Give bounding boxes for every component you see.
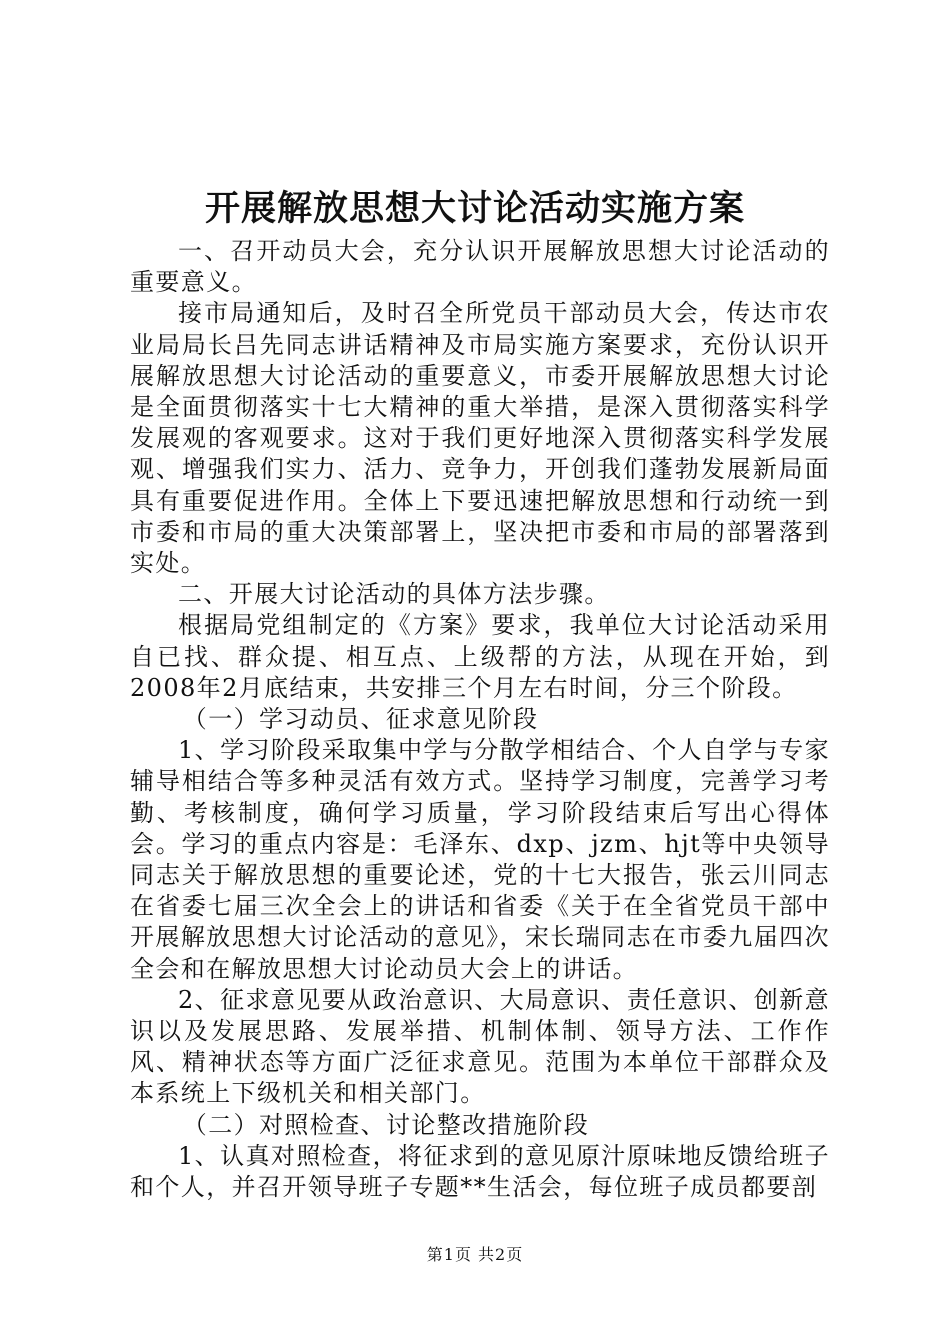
subsection-heading-2: （二）对照检查、讨论整改措施阶段 xyxy=(182,1110,590,1139)
paragraph-review: 1、认真对照检查，将征求到的意见原汁原味地反馈给班子和个人，并召开领导班子专题**生活会，每位班子成员都要剖 xyxy=(130,1141,830,1202)
section-heading-1: 一、召开动员大会，充分认识开展解放思想大讨论活动的重要意义。 xyxy=(130,237,830,297)
section-heading-2: 二、开展大讨论活动的具体方法步骤。 xyxy=(178,580,610,609)
paragraph-opinions: 2、征求意见要从政治意识、大局意识、责任意识、创新意识以及发展思路、发展举措、机制体制、领导方法、工作作风、精神状态等方面广泛征求意见。范围为本单位干部群众及本系统上下级机关和相关部门。 xyxy=(130,985,830,1108)
paragraph-method: 根据局党组制定的《方案》要求，我单位大讨论活动采用自已找、群众提、相互点、上级帮的方法，从现在开始，到2008年2月底结束，共安排三个月左右时间，分三个阶段。 xyxy=(130,611,830,702)
page-number-footer: 第1页 共2页 xyxy=(426,1245,524,1264)
document-body xyxy=(130,236,830,1203)
paragraph-study: 1、学习阶段采取集中学与分散学相结合、个人自学与专家辅导相结合等多种灵活有效方式。坚持学习制度，完善学习考勤、考核制度，确何学习质量，学习阶段结束后写出心得体会。学习的重点内容是：毛泽东、dxp、jzm、hjt等中央领导同志关于解放思想的重要论述，党的十七大报告，张云川同志在省委七届三次全会上的讲话和省委《关于在全省党员干部中开展解放思想大讨论活动的意见》，宋长瑞同志在市委九届四次全会和在解放思想大讨论动员大会上的讲话。 xyxy=(130,736,830,983)
document-title: 开展解放思想大讨论活动实施方案 xyxy=(204,188,745,229)
subsection-heading-1: （一）学习动员、征求意见阶段 xyxy=(182,705,539,734)
paragraph-meeting: 接市局通知后，及时召全所党员干部动员大会，传达市农业局局长吕先同志讲话精神及市局实施方案要求，充份认识开展解放思想大讨论活动的重要意义，市委开展解放思想大讨论是全面贯彻落实十七大精神的重大举措，是深入贯彻落实科学发展观的客观要求。这对于我们更好地深入贯彻落实科学发展观、增强我们实力、活力、竞争力，开创我们蓬勃发展新局面具有重要促进作用。全体上下要迅速把解放思想和行动统一到市委和市局的重大决策部署上，坚决把市委和市局的部署落到实处。 xyxy=(130,299,830,578)
